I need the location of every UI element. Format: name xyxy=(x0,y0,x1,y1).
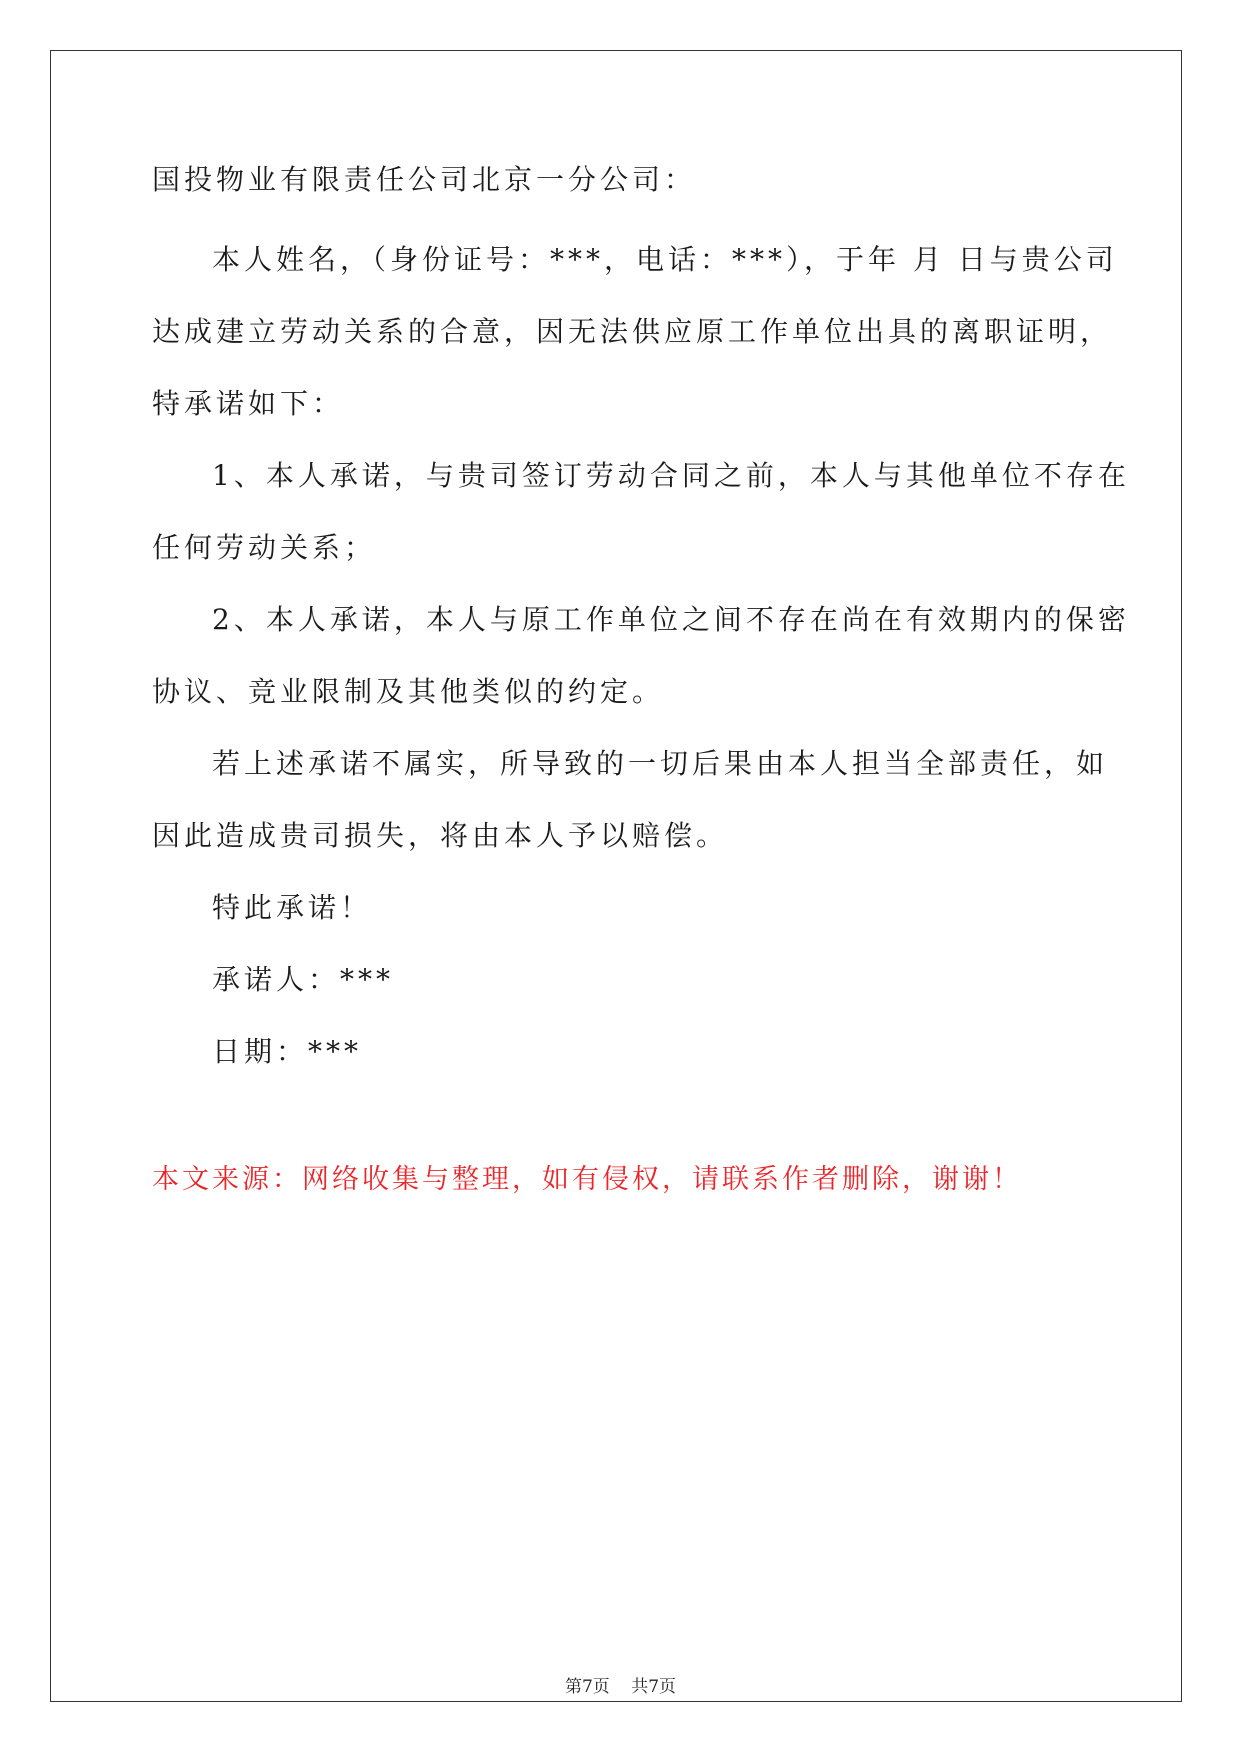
page-number: 第7页 xyxy=(564,1677,610,1697)
date-line: 日期：*** xyxy=(212,1035,363,1068)
salutation: 国投物业有限责任公司北京一分公司： xyxy=(152,163,697,196)
paragraph-line: 本人姓名，（身份证号：***，电话：***），于年 月 日与贵公司 xyxy=(212,243,1118,276)
paragraph-line: 因此造成贵司损失，将由本人予以赔偿。 xyxy=(152,819,729,852)
source-notice: 本文来源：网络收集与整理，如有侵权，请联系作者删除，谢谢！ xyxy=(152,1164,1022,1195)
page-border xyxy=(50,50,1182,1702)
page-total: 共7页 xyxy=(631,1677,677,1697)
paragraph-line: 若上述承诺不属实，所导致的一切后果由本人担当全部责任，如 xyxy=(212,747,1109,780)
paragraph-line: 达成建立劳动关系的合意，因无法供应原工作单位出具的离职证明， xyxy=(152,315,1113,348)
signer-line: 承诺人：*** xyxy=(212,963,395,996)
closing-line: 特此承诺！ xyxy=(212,891,373,924)
page-footer xyxy=(0,1672,1241,1697)
paragraph-line: 协议、竞业限制及其他类似的约定。 xyxy=(152,675,665,708)
paragraph-line: 2、本人承诺，本人与原工作单位之间不存在尚在有效期内的保密 xyxy=(212,603,1130,636)
paragraph-line: 特承诺如下： xyxy=(152,387,345,420)
paragraph-line: 1、本人承诺，与贵司签订劳动合同之前，本人与其他单位不存在 xyxy=(212,459,1130,492)
paragraph-line: 任何劳动关系； xyxy=(152,531,377,564)
